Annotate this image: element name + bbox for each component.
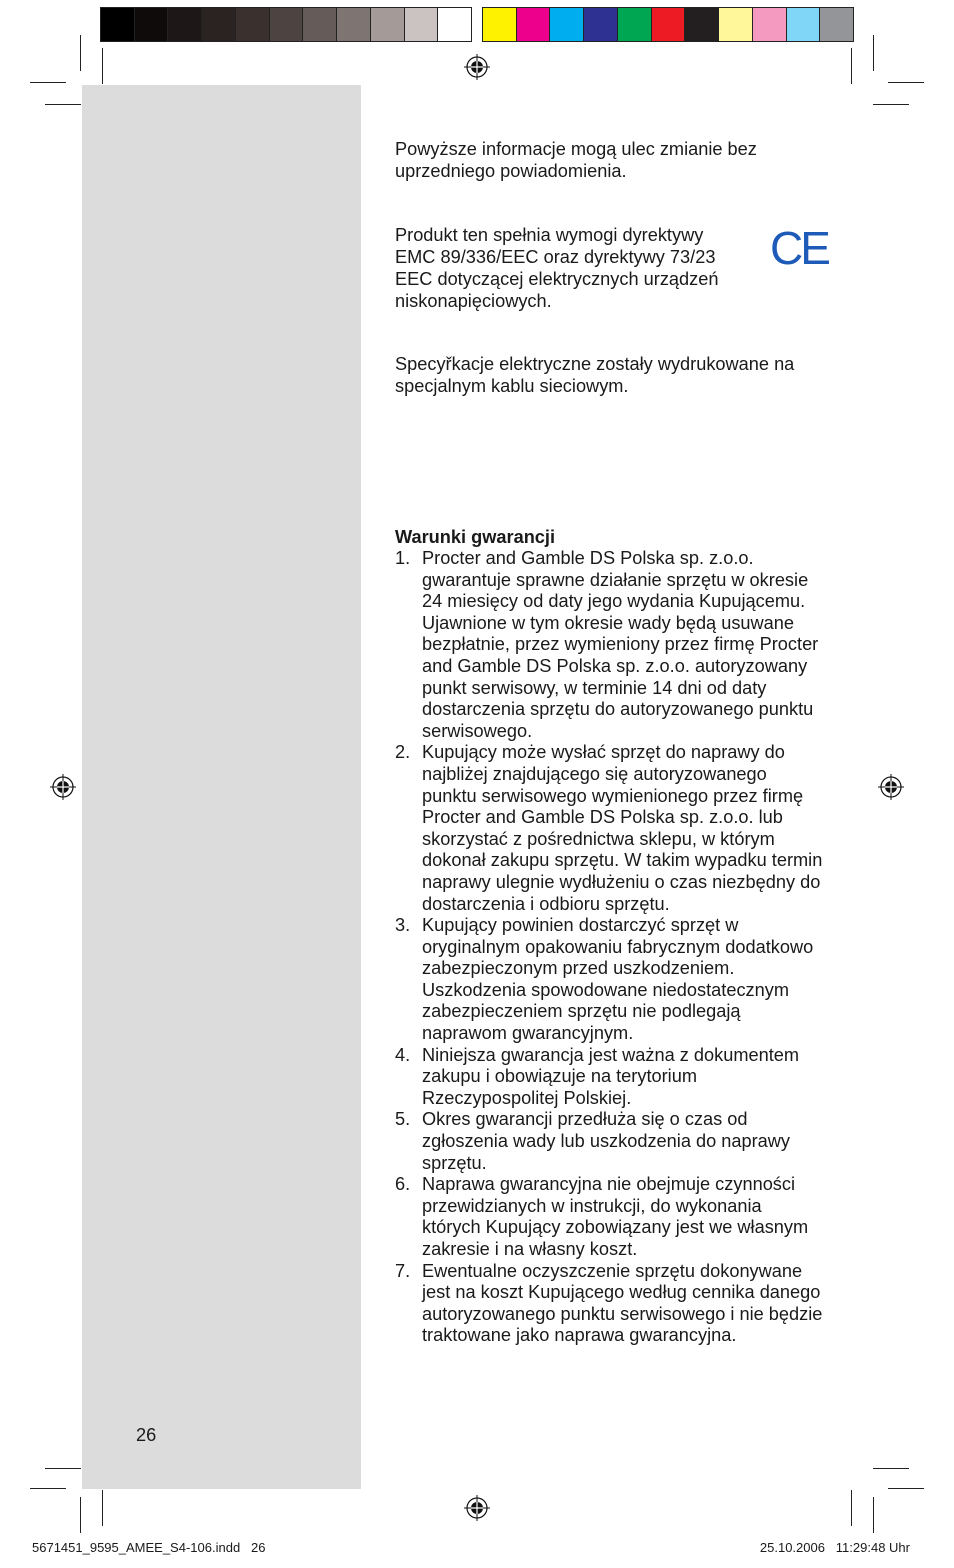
color-swatch	[202, 8, 236, 41]
warranty-item	[395, 915, 825, 1045]
page-number: 26	[136, 1425, 157, 1445]
warranty-item	[395, 1045, 825, 1110]
color-swatch	[236, 8, 270, 41]
registration-mark-icon	[878, 774, 904, 800]
side-panel	[82, 85, 361, 1489]
color-calibration-bar	[100, 7, 854, 42]
color-swatch	[517, 8, 551, 41]
color-swatch	[168, 8, 202, 41]
color-swatch	[753, 8, 787, 41]
color-swatch	[303, 8, 337, 41]
warranty-item-text: Ewentualne oczyszczenie sprzętu dokonywane jest na koszt Kupującego według cennika danego autoryzowanego punktu serwisowego i nie będzie traktowane jako naprawa gwarancyjna.	[422, 1260, 823, 1346]
warranty-item-number: 2.	[395, 742, 411, 763]
ce-mark-icon	[770, 222, 828, 274]
warranty-item	[395, 1174, 825, 1260]
color-swatch	[550, 8, 584, 41]
crop-mark	[873, 104, 909, 105]
color-swatch	[438, 8, 471, 41]
warranty-item	[395, 548, 825, 742]
color-swatch	[787, 8, 821, 41]
crop-mark	[873, 35, 874, 71]
color-swatch	[270, 8, 304, 41]
color-swatch	[685, 8, 719, 41]
crop-mark	[102, 48, 103, 84]
warranty-item-number: 1.	[395, 548, 411, 568]
crop-mark	[45, 104, 81, 105]
color-swatch	[719, 8, 753, 41]
crop-mark	[45, 1468, 81, 1469]
warranty-item-number: 4.	[395, 1044, 411, 1065]
color-swatch	[405, 8, 439, 41]
color-swatches	[482, 7, 854, 42]
crop-mark	[873, 1497, 874, 1533]
warranty-item-text: Kupujący może wysłać sprzęt do naprawy do najbliżej znajdującego się autoryzowanego punktu serwisowego wymienionego przez firmę Procter and Gamble DS Polska sp. z.o.o. lub skorzystać z pośrednictwa sklepu, w którym dokonał zakupu sprzętu. W takim wypadku termin naprawy ulegnie wydłużeniu o czas niezbędny do dostarczenia i odbioru sprzętu.	[422, 742, 823, 914]
color-swatch	[337, 8, 371, 41]
color-swatch	[584, 8, 618, 41]
directive-paragraph: Produkt ten spełnia wymogi dyrektywy EMC 89/336/EEC oraz dyrektywy 73/23 EEC dotyczącej elektrycznych urządzeń niskonapięciowych.	[395, 225, 719, 311]
warranty-item	[395, 742, 825, 915]
registration-mark-icon	[50, 774, 76, 800]
color-swatch	[101, 8, 135, 41]
grayscale-swatches	[100, 7, 472, 42]
color-swatch	[820, 8, 853, 41]
warranty-item-text: Kupujący powinien dostarczyć sprzęt w oryginalnym opakowaniu fabrycznym dodatkowo zabezpieczonym przed uszkodzeniem. Uszkodzenia spowodowane niedostatecznym zabezpieczeniem sprzętu nie podlegają naprawom gwarancyjnym.	[422, 915, 814, 1044]
warranty-item	[395, 1261, 825, 1347]
color-swatch	[371, 8, 405, 41]
crop-mark	[851, 48, 852, 84]
footer-file-info: 5671451_9595_AMEE_S4-106.indd 26	[32, 1540, 266, 1555]
color-swatch	[618, 8, 652, 41]
color-swatch	[483, 8, 517, 41]
crop-mark	[80, 1497, 81, 1533]
warranty-item-number: 5.	[395, 1109, 411, 1130]
warranty-item-text: Okres gwarancji przedłuża się o czas od zgłoszenia wady lub uszkodzenia do naprawy sprzętu.	[422, 1109, 791, 1173]
warranty-section	[395, 526, 825, 1347]
warranty-item-text: Naprawa gwarancyjna nie obejmuje czynności przewidzianych w instrukcji, do wykonania których Kupujący zobowiązany jest we własnym zakresie i na własny koszt.	[422, 1174, 809, 1259]
warranty-title: Warunki gwarancji	[395, 527, 556, 547]
crop-mark	[873, 1468, 909, 1469]
warranty-item-number: 3.	[395, 915, 411, 936]
specification-paragraph: Specyřkacje elektryczne zostały wydrukowane na specjalnym kablu sieciowym.	[395, 354, 795, 396]
crop-mark	[888, 82, 924, 83]
warranty-item-number: 6.	[395, 1174, 411, 1195]
warranty-item-text: Procter and Gamble DS Polska sp. z.o.o. gwarantuje sprawne działanie sprzętu w okresie 24 miesięcy od daty jego wydania Kupującemu. Ujawnione w tym okresie wady będą usuwane bezpłatnie, przez wymieniony przez firmę Procter and Gamble DS Polska sp. z.o.o. autoryzowany punkt serwisowy, w terminie 14 dni od daty dostarczenia sprzętu do autoryzowanego punktu serwisowego.	[422, 548, 819, 741]
warranty-list	[395, 548, 825, 1347]
registration-mark-icon	[464, 1495, 490, 1521]
crop-mark	[851, 1490, 852, 1526]
crop-mark	[80, 35, 81, 71]
warranty-item-number: 7.	[395, 1260, 411, 1281]
notice-paragraph: Powyższe informacje mogą ulec zmianie bez uprzedniego powiadomienia.	[395, 139, 757, 181]
warranty-item	[395, 1109, 825, 1174]
crop-mark	[30, 1488, 66, 1489]
crop-mark	[30, 82, 66, 83]
color-swatch	[652, 8, 686, 41]
svg-text:CE: CE	[770, 222, 828, 274]
color-swatch	[135, 8, 169, 41]
crop-mark	[888, 1488, 924, 1489]
registration-mark-icon	[464, 54, 490, 80]
footer-timestamp: 25.10.2006 11:29:48 Uhr	[759, 1540, 910, 1555]
crop-mark	[102, 1490, 103, 1526]
warranty-item-text: Niniejsza gwarancja jest ważna z dokumentem zakupu i obowiązuje na terytorium Rzeczypospolitej Polskiej.	[422, 1044, 800, 1108]
